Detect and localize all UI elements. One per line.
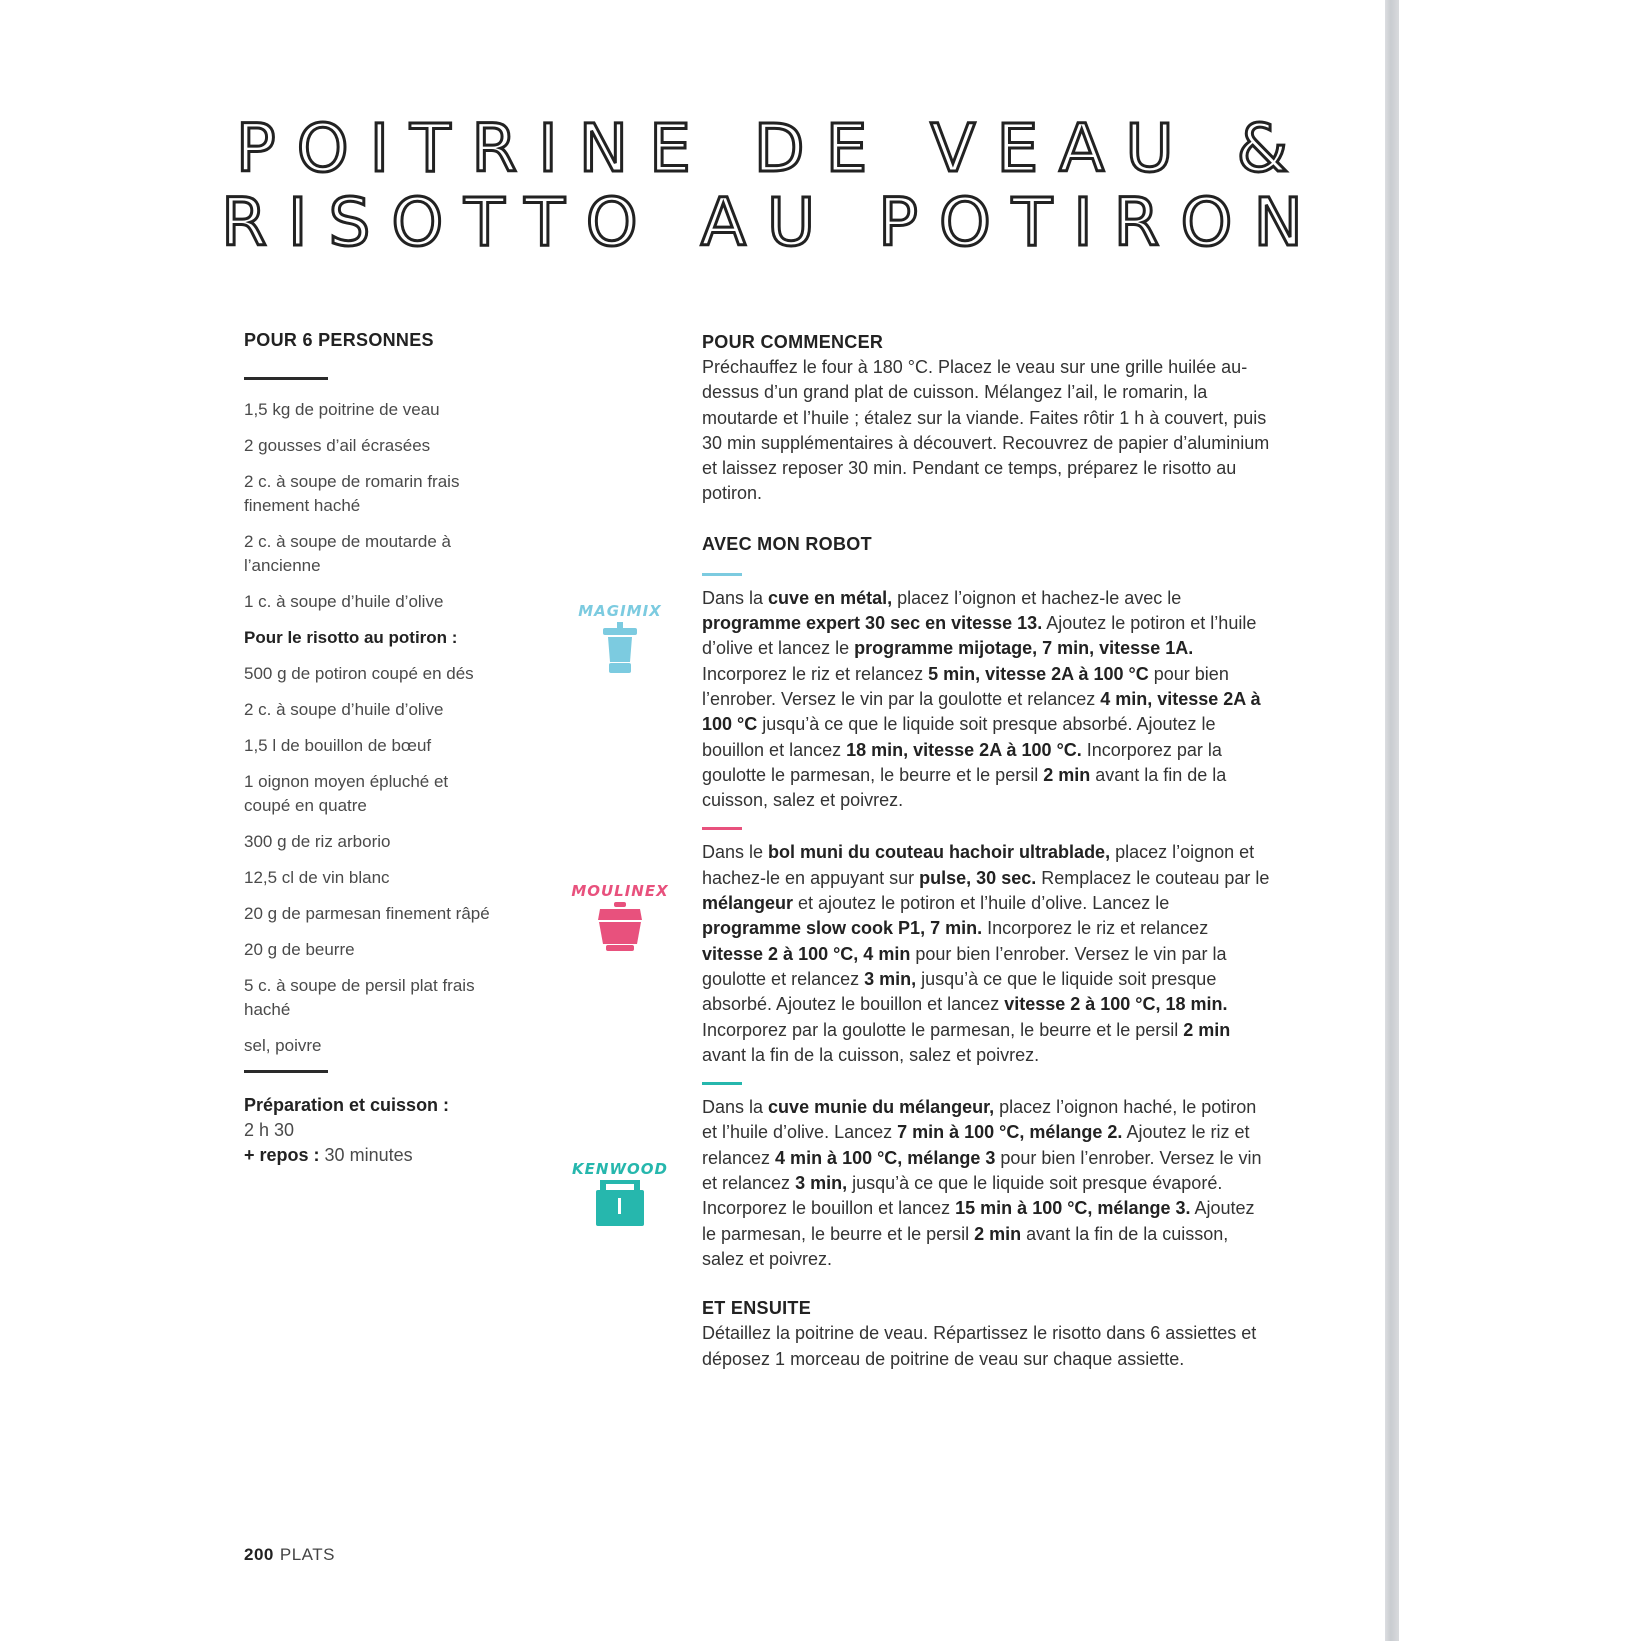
instruction-text: pour bien l’enrober. Versez le vin par la goulotte et relancez [702,943,1227,989]
ingredients-column [244,330,494,1168]
instruction-highlight: mélangeur [702,893,794,914]
instruction-text: Incorporez le riz et relancez [702,663,929,684]
instruction-highlight: 18 min, vitesse 2A à 100 °C. [846,739,1082,760]
instruction-text: Ajoutez le parmesan, le beurre et le persil [702,1198,1255,1244]
instruction-text: Remplacez le couteau par le [1036,867,1270,888]
instruction-text: placez l’oignon et hachez-le en appuyant sur [702,842,1255,888]
instruction-text: Incorporez le riz et relancez [982,918,1209,939]
prep-value: 2 h 30 [244,1120,295,1140]
page-footer [244,1545,335,1565]
rest-value: 30 minutes [324,1145,413,1165]
instruction-highlight: vitesse 2 à 100 °C, 4 min [702,943,911,964]
magimix-instructions [702,586,1272,814]
moulinex-instructions [702,840,1272,1068]
instruction-highlight: 2 min [1183,1019,1231,1040]
instruction-text: jusqu’à ce que le liquide soit presque absorbé. Ajoutez le bouillon et lancez [702,968,1217,1015]
instruction-text: Dans le [702,842,769,863]
instruction-highlight: cuve munie du mélangeur, [768,1097,995,1118]
kenwood-instructions [702,1095,1272,1272]
ingredient-item: sel, poivre [244,1036,322,1055]
instruction-highlight: 4 min à 100 °C, mélange 3 [775,1147,996,1168]
instruction-text: avant la fin de la cuisson, salez et poivrez. [702,1044,1040,1065]
start-heading: POUR COMMENCER [702,332,884,352]
instruction-text: placez l’oignon et hachez-le avec le [892,587,1182,608]
ingredient-item: 300 g de riz arborio [244,832,391,851]
instruction-highlight: bol muni du couteau hachoir ultrablade, [768,842,1111,863]
instruction-highlight: 3 min, [795,1173,848,1194]
magimix-wordmark: MAGIMIX [578,602,662,620]
ingredient-item: 1 oignon moyen épluché et coupé en quatre [244,772,449,815]
end-text: Détaillez la poitrine de veau. Répartissez le risotto dans 6 assiettes et déposez 1 morceau de poitrine de veau sur chaque assiette. [702,1323,1257,1369]
rest-label: + repos : [244,1145,320,1165]
instruction-highlight: 2 min [974,1223,1022,1244]
ingredient-item: 1,5 kg de poitrine de veau [244,400,440,419]
ingredient-item: 1,5 l de bouillon de bœuf [244,736,432,755]
ingredient-item: 2 c. à soupe d’huile d’olive [244,700,444,719]
kenwood-logo [570,1160,670,1228]
prep-time [244,1093,494,1168]
instruction-highlight: 4 min, vitesse 2A à 100 °C [702,688,1261,735]
section-name: PLATS [279,1545,335,1564]
robot-heading: AVEC MON ROBOT [702,533,872,554]
instruction-text: jusqu’à ce que le liquide soit presque évaporé. Incorporez le bouillon et lancez [702,1173,1223,1219]
ingredient-item: 20 g de beurre [244,940,355,959]
page-number: 200 [244,1545,274,1564]
instruction-text: avant la fin de la cuisson, salez et poivrez. [702,764,1227,811]
moulinex-wordmark: MOULINEX [571,882,669,900]
divider [244,1070,328,1073]
instruction-text: et ajoutez le potiron et l’huile d’olive. Lancez le [793,893,1170,914]
instruction-text: Incorporez par la goulotte le parmesan, le beurre et le persil [702,739,1222,785]
instruction-highlight: 7 min à 100 °C, mélange 2. [897,1122,1123,1143]
kitchen-machine-icon [594,1180,646,1228]
instruction-text: placez l’oignon haché, le potiron et l’huile d’olive. Lancez [702,1097,1257,1143]
multicooker-icon [596,902,644,952]
ingredient-list [244,398,494,1058]
instruction-text: Incorporez par la goulotte le parmesan, le beurre et le persil [702,1019,1184,1040]
instruction-highlight: programme expert 30 sec en vitesse 13. [702,613,1043,634]
divider [244,377,328,380]
instruction-highlight: 2 min [1043,764,1091,785]
ingredient-item: 12,5 cl de vin blanc [244,868,390,887]
instruction-highlight: pulse, 30 sec. [919,867,1037,888]
instruction-text: avant la fin de la cuisson, salez et poivrez. [702,1223,1229,1269]
title-line-2: RISOTTO AU POTIRON [221,184,1324,261]
moulinex-accent [702,827,742,830]
kenwood-wordmark: KENWOOD [572,1160,668,1178]
title-line-1: POITRINE DE VEAU & [235,110,1310,187]
end-heading: ET ENSUITE [702,1298,812,1319]
instruction-text: Ajoutez le potiron et l’huile d’olive et lancez le [702,613,1257,659]
instruction-text: jusqu’à ce que le liquide soit presque absorbé. Ajoutez le bouillon et lancez [702,714,1216,760]
magimix-accent [702,573,742,576]
ingredient-item: 2 c. à soupe de romarin frais finement haché [244,472,460,515]
ingredient-item: 1 c. à soupe d’huile d’olive [244,592,444,611]
prep-label: Préparation et cuisson : [244,1095,450,1115]
instruction-highlight: 3 min, [864,968,917,989]
magimix-logo [570,602,670,674]
instruction-highlight: 15 min à 100 °C, mélange 3. [955,1198,1191,1219]
moulinex-logo [570,882,670,952]
recipe-title [0,112,1545,260]
instruction-text: Dans la [702,1097,769,1118]
food-processor-icon [600,622,640,674]
ingredient-item: 500 g de potiron coupé en dés [244,664,474,683]
instruction-highlight: vitesse 2 à 100 °C, 18 min. [1004,994,1228,1015]
ingredient-subheading: Pour le risotto au potiron : [244,628,458,647]
instruction-text: pour bien l’enrober. Versez le vin et relancez [702,1147,1262,1194]
instruction-highlight: 5 min, vitesse 2A à 100 °C [928,663,1149,684]
ingredient-item: 2 gousses d’ail écrasées [244,436,431,455]
kenwood-accent [702,1082,742,1085]
servings-heading: POUR 6 PERSONNES [244,330,434,350]
instruction-text: pour bien l’enrober. Versez le vin par la goulotte et relancez [702,663,1229,709]
ingredient-item: 2 c. à soupe de moutarde à l’ancienne [244,532,451,575]
method-column [702,330,1272,1372]
instruction-text: Dans la [702,587,769,608]
instruction-highlight: programme slow cook P1, 7 min. [702,918,983,939]
instruction-highlight: cuve en métal, [768,587,893,608]
start-text: Préchauffez le four à 180 °C. Placez le veau sur une grille huilée au-dessus d’un grand plat de cuisson. Mélangez l’ail, le romarin, la moutarde et l’huile ; étalez sur la viande. Faites rôtir 1 h à couvert, puis 30 min supplémentaires à découvert. Recouvrez de papier d’aluminium et laissez reposer 30 min. Pendant ce temps, préparez le risotto au potiron. [702,357,1270,504]
instruction-text: Ajoutez le riz et relancez [702,1122,1250,1168]
ingredient-item: 5 c. à soupe de persil plat frais haché [244,976,475,1019]
instruction-highlight: programme mijotage, 7 min, vitesse 1A. [854,638,1194,659]
ingredient-item: 20 g de parmesan finement râpé [244,904,490,923]
